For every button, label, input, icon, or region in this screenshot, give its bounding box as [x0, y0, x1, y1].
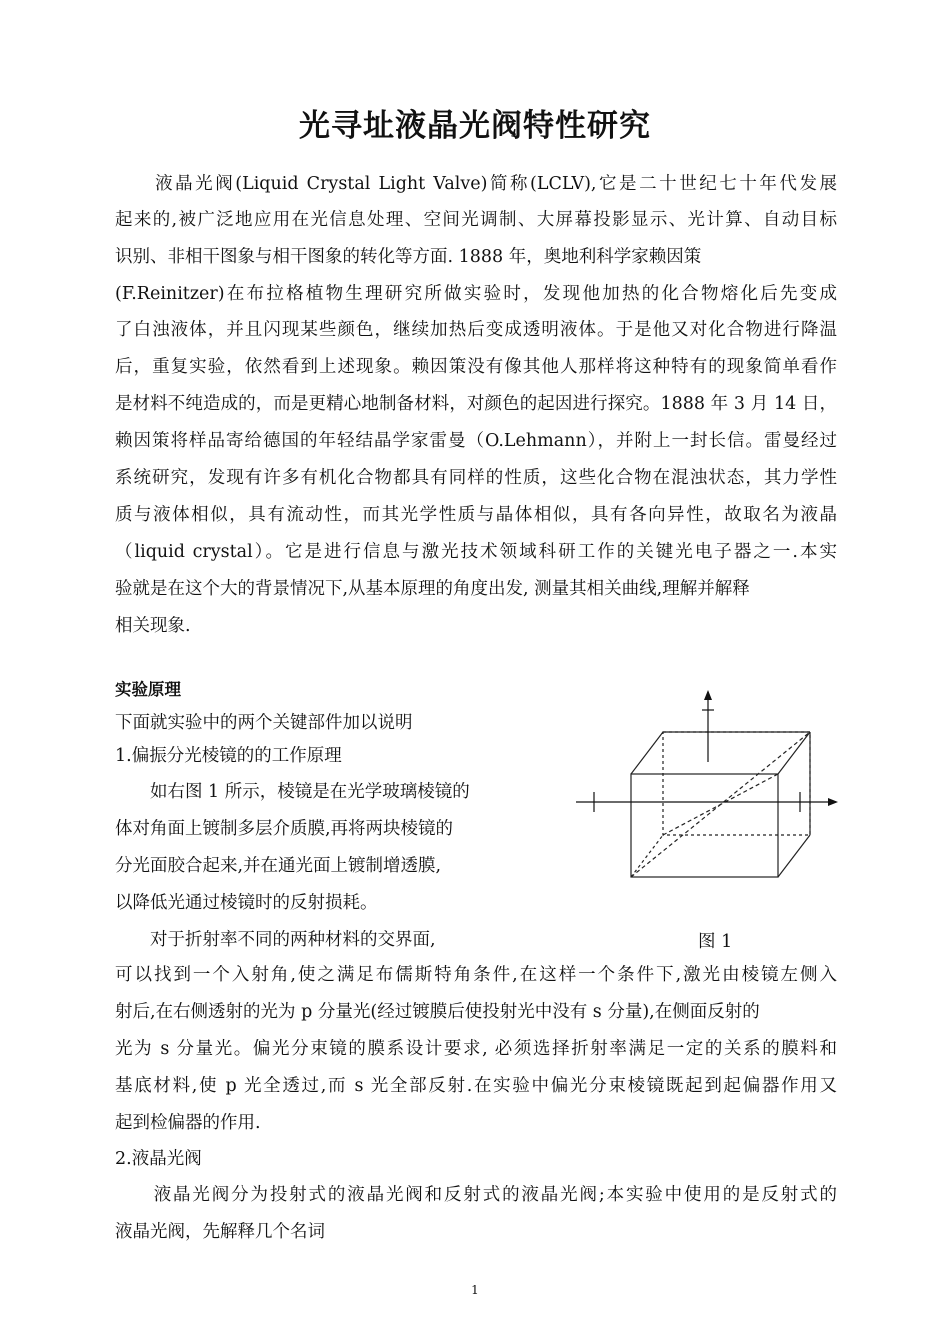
prism-paragraph-line: 以降低光通过棱镜时的反射损耗。 — [115, 893, 378, 913]
intro-line: 系统研究，发现有许多有机化合物都具有同样的性质，这些化合物在混浊状态，其力学性 — [115, 468, 837, 488]
intro-line: （liquid crystal）。它是进行信息与激光技术领域科研工作的关键光电子器之一.本实 — [115, 542, 837, 562]
subsection-title-1: 1.偏振分光棱镜的的工作原理 — [115, 746, 342, 766]
intro-line: 了白浊液体，并且闪现某些颜色，继续加热后变成透明液体。于是他又对化合物进行降温 — [115, 320, 837, 340]
prism-paragraph-line: 体对角面上镀制多层介质膜,再将两块棱镜的 — [115, 819, 454, 839]
prism-paragraph-line: 分光面胶合起来,并在通光面上镀制增透膜, — [115, 856, 442, 876]
prism-paragraph-line: 光为 s 分量光。偏光分束镜的膜系设计要求, 必须选择折射率满足一定的关系的膜料和 — [115, 1039, 837, 1059]
intro-line: 液晶光阀(Liquid Crystal Light Valve)简称(LCLV),它是二十世纪七十年代发展 — [115, 174, 837, 194]
prism-paragraph-line: 基底材料,使 p 光全透过,而 s 光全部反射.在实验中偏光分束棱镜既起到起偏器作用又 — [115, 1076, 837, 1096]
intro-line: 起来的,被广泛地应用在光信息处理、空间光调制、大屏幕投影显示、光计算、自动目标 — [115, 210, 837, 230]
prism-paragraph-line: 可以找到一个入射角,使之满足布儒斯特角条件,在这样一个条件下,激光由棱镜左侧入 — [115, 965, 837, 985]
section-heading: 实验原理 — [115, 680, 181, 699]
incident-beam — [576, 792, 836, 812]
prism-paragraph-line: 对于折射率不同的两种材料的交界面, — [115, 930, 436, 950]
intro-line: 后，重复实验，依然看到上述现象。赖因策没有像其他人那样将这种特有的现象简单看作 — [115, 357, 837, 377]
valve-paragraph-line: 液晶光阀分为投射式的液晶光阀和反射式的液晶光阀;本实验中使用的是反射式的 — [115, 1185, 837, 1205]
prism-paragraph-line: 如右图 1 所示，棱镜是在光学玻璃棱镜的 — [115, 782, 470, 802]
prism-cube-figure — [568, 686, 843, 886]
intro-line: 赖因策将样品寄给德国的年轻结晶学家雷曼（O.Lehmann），并附上一封长信。雷曼经过 — [115, 431, 837, 451]
intro-line: 相关现象. — [115, 616, 191, 636]
cube-back-face — [663, 732, 810, 835]
valve-paragraph-line: 液晶光阀，先解释几个名词 — [115, 1222, 325, 1242]
intro-line: 验就是在这个大的背景情况下,从基本原理的角度出发, 测量其相关曲线,理解并解释 — [115, 579, 750, 599]
cube-front-face — [631, 774, 778, 877]
section-lead: 下面就实验中的两个关键部件加以说明 — [115, 713, 413, 733]
transmitted-arrow — [828, 798, 838, 806]
page-number: 1 — [471, 1283, 479, 1297]
intro-line: 质与液体相似，具有流动性，而其光学性质与晶体相似，具有各向异性，故取名为液晶 — [115, 505, 837, 525]
intro-line: 识别、非相干图象与相干图象的转化等方面. 1888 年，奥地利科学家赖因策 — [115, 247, 702, 267]
reflected-arrow — [704, 690, 712, 700]
prism-paragraph-line: 射后,在右侧透射的光为 p 分量光(经过镀膜后使投射光中没有 s 分量),在侧面反射的 — [115, 1002, 760, 1022]
prism-paragraph-line: 起到检偏器的作用. — [115, 1113, 261, 1133]
subsection-title-2: 2.液晶光阀 — [115, 1149, 202, 1169]
intro-line: 是材料不纯造成的，而是更精心地制备材料，对颜色的起因进行探究。1888 年 3 月 14 日， — [115, 394, 837, 414]
figure-caption: 图 1 — [698, 932, 733, 952]
intro-line: (F.Reinitzer)在布拉格植物生理研究所做实验时，发现他加热的化合物熔化后先变成 — [115, 284, 837, 304]
reflected-beam — [702, 692, 714, 762]
page-title: 光寻址液晶光阀特性研究 — [299, 108, 651, 144]
